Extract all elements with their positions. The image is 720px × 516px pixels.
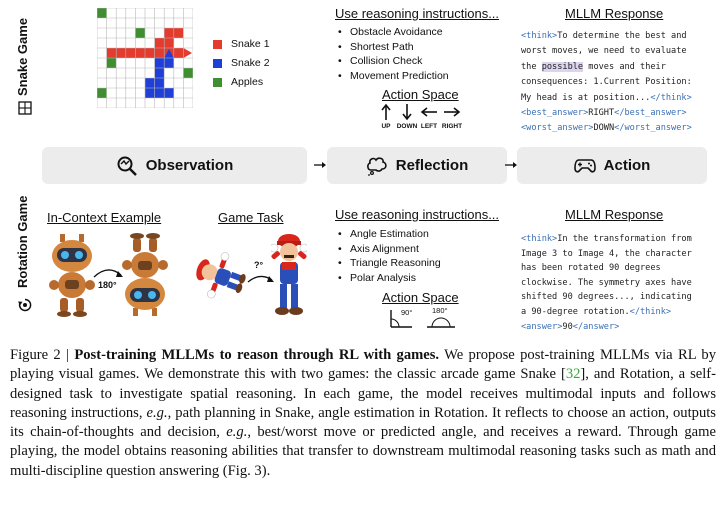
response-line: moves and their [583, 61, 666, 72]
down-arrow-icon [401, 103, 413, 121]
best-answer-value: RIGHT [588, 108, 615, 119]
arrow-label-down: DOWN [396, 123, 418, 130]
response-line: In the transformation from [557, 234, 692, 244]
list-item: • Angle Estimation [338, 227, 441, 242]
snake-response-heading: MLLM Response [565, 6, 664, 21]
caption-title: Post-training MLLMs to reason through RL with games. [74, 347, 440, 363]
highlighted-word: possible [541, 61, 584, 72]
rotation-instruction-list [338, 227, 441, 285]
response-line: a 90-degree rotation. [521, 306, 630, 317]
action-label: Action [603, 157, 651, 174]
legend-swatch [213, 40, 222, 49]
response-line: My head is at position... [521, 92, 651, 103]
caption-text: We propose post-training MLLMs via RL by playing visual games. We demonstrate this with two games: the classic arcade game Snake [ [10, 347, 716, 383]
answer-value: 90 [562, 321, 573, 332]
game-task-title: Game Task [218, 210, 284, 225]
think-close-tag: </think> [650, 92, 692, 103]
think-tag: <think> [521, 31, 558, 41]
rotation-game-label: Rotation Game [15, 195, 30, 288]
response-line: clockwise. The symmetry axes have [521, 277, 692, 288]
rotation-angle-label: 180° [98, 280, 117, 290]
response-line: To determine the best and [557, 31, 687, 41]
rotation-instructions-heading: Use reasoning instructions... [335, 207, 500, 222]
rotation-response-text [521, 232, 692, 334]
answer-tag: <answer> [521, 321, 563, 332]
arrow-label-left: LEFT [420, 123, 438, 130]
query-angle-label: ?° [254, 260, 264, 270]
worst-answer-tag: <worst_answer> [521, 123, 594, 134]
observation-label: Observation [145, 157, 234, 174]
caption-text: , best/worst move or predicted angle, and receives a reward. Through game playing, the model obtains reasoning abilities that transfer to downstream multimodal reasoning tasks such as math and multi-discipline question answering (Fig. 3). [10, 424, 716, 479]
reflection-label: Reflection [395, 157, 469, 174]
legend-snake-1 [213, 38, 270, 50]
apple [97, 8, 107, 18]
rotation-icon [18, 298, 32, 312]
apple [107, 58, 117, 68]
list-item: • Triangle Reasoning [338, 256, 441, 271]
in-context-example-title: In-Context Example [47, 210, 162, 225]
flow-arrow-icon [314, 161, 326, 169]
character-rotated-image [188, 248, 252, 304]
angle-90-label: 90° [401, 308, 413, 317]
gamepad-icon [574, 158, 596, 174]
worst-answer-close-tag: </worst_answer> [614, 123, 692, 134]
answer-close-tag: </answer> [572, 321, 620, 332]
robot-upright-image [48, 232, 96, 318]
action-box [517, 147, 707, 184]
rotation-response-heading: MLLM Response [565, 207, 664, 222]
figure-label: Figure 2 | [10, 347, 75, 363]
response-line: worst moves, we need to evaluate [521, 46, 687, 57]
legend-swatch [213, 59, 222, 68]
arrow-label-right: RIGHT [441, 123, 463, 130]
best-answer-close-tag: </best_answer> [614, 108, 687, 119]
arrow-label-up: UP [381, 123, 391, 130]
think-close-tag: </think> [629, 306, 672, 317]
right-arrow-icon [443, 106, 461, 118]
legend-label: Snake 2 [231, 57, 270, 69]
snake-game-label: Snake Game [15, 17, 30, 96]
list-item: • Axis Alignment [338, 242, 441, 257]
citation-link[interactable]: 32 [565, 366, 581, 383]
list-item: • Movement Prediction [338, 69, 449, 84]
character-upright-image [271, 231, 307, 319]
response-line: Image 3 to Image 4, the character [521, 248, 692, 259]
response-line: consequences: 1.Current Position: [521, 77, 692, 88]
snake-action-space-title: Action Space [382, 87, 459, 102]
list-item: • Polar Analysis [338, 271, 441, 286]
up-arrow-icon [380, 103, 392, 121]
response-line: shifted 90 degrees..., indicating [521, 292, 692, 303]
legend-label: Snake 1 [231, 38, 270, 50]
legend-swatch [213, 78, 222, 87]
legend-label: Apples [231, 76, 264, 88]
angle-180-label: 180° [432, 306, 448, 315]
reflection-icon [366, 156, 388, 176]
snake-board [97, 8, 193, 108]
figure-caption [10, 346, 716, 481]
snake-instruction-list [338, 25, 449, 83]
snake-instructions-heading: Use reasoning instructions... [335, 6, 500, 21]
rotation-arrow-icon [92, 262, 124, 282]
robot-flipped-image [121, 232, 169, 318]
caption-eg: e.g. [226, 424, 248, 441]
list-item: • Shortest Path [338, 40, 449, 55]
best-answer-tag: <best_answer> [521, 108, 589, 119]
apple [183, 68, 193, 78]
list-item: • Obstacle Avoidance [338, 25, 449, 40]
legend-snake-2 [213, 57, 270, 69]
apple [135, 28, 145, 38]
response-line: the [521, 61, 542, 72]
rotation-action-space-title: Action Space [382, 290, 459, 305]
response-line: has been rotated 90 degrees [521, 263, 661, 274]
flow-arrow-icon [505, 161, 517, 169]
observation-icon [116, 155, 138, 177]
legend-apples [213, 76, 263, 88]
caption-eg: e.g. [146, 404, 168, 421]
left-arrow-icon [420, 106, 438, 118]
observation-box [42, 147, 307, 184]
snake-response-text [521, 29, 692, 137]
apple [97, 88, 107, 98]
caption-text: , path planning in Snake, angle estimation in Rotation. It reflects to choose an action, outputs its chain-of-thoughts and decision, [10, 404, 716, 441]
worst-answer-value: DOWN [593, 123, 615, 134]
reflection-box [327, 147, 507, 184]
list-item: • Collision Check [338, 54, 449, 69]
grid-icon [18, 101, 32, 115]
caption-text: ], and Rotation, a self-designed task to investigate spatial reasoning. In each game, the model receives multimodal inputs and follows reasoning instructions, [10, 366, 716, 421]
think-tag: <think> [521, 234, 558, 244]
